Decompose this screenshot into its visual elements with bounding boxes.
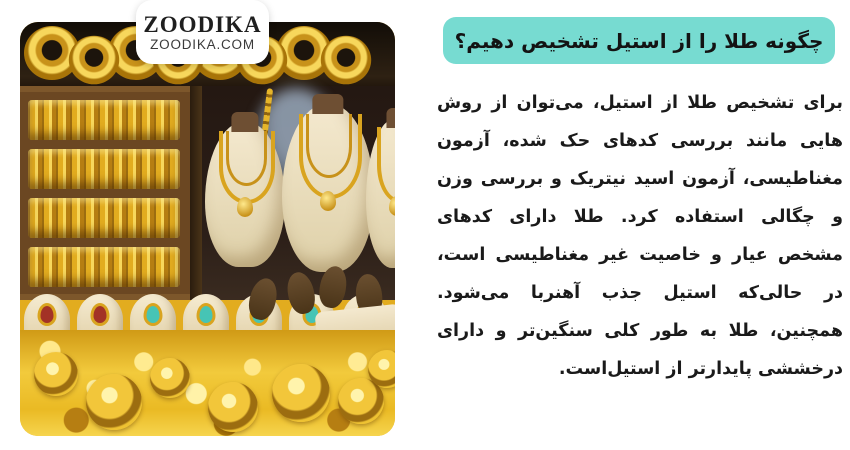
gold-necklace — [306, 114, 352, 177]
gold-necklace — [377, 127, 395, 203]
necklace-bust — [205, 122, 285, 267]
gold-ring — [86, 374, 142, 430]
gold-bangle — [69, 36, 119, 85]
article-body: برای تشخیص طلا از استیل، می‌توان از روش هایی مانند بررسی کدهای حک شده، آزمون مغناطیسی، آزمون اسید نیتریک و بررسی وزن و چگالی استفاده کرد. طلا دارای کدهای مشخص عیار و خاصیت غیر مغناطیسی است، در حالی‌که استیل جذب آهنربا می‌شود. همچنین، طلا به طور کلی سنگین‌تر و دارای درخششی پایدارتر از استیل‌است. — [437, 93, 843, 379]
necklace-bust — [282, 104, 374, 272]
logo-card — [136, 0, 269, 64]
gold-pendant — [320, 191, 336, 211]
bangle-stack-row — [28, 198, 180, 238]
bangle-stack-row — [28, 247, 180, 287]
bangle-stack-row — [28, 149, 180, 189]
gold-pendant — [237, 197, 253, 217]
bangle-stack-row — [28, 100, 180, 140]
gold-jewelry-photo — [20, 22, 395, 436]
gold-ring — [208, 382, 258, 432]
wooden-post — [190, 86, 202, 300]
gold-necklace — [226, 131, 267, 186]
headline-badge — [443, 17, 835, 64]
gold-bangle — [321, 36, 371, 85]
logo-title: ZOODIKA — [143, 11, 262, 37]
gold-jewelry-pile — [20, 330, 395, 436]
headline-text: چگونه طلا را از استیل تشخیص دهیم؟ — [454, 28, 824, 53]
gold-ring — [150, 358, 190, 398]
gold-ring — [34, 352, 78, 396]
logo-subtitle: ZOODIKA.COM — [150, 36, 255, 52]
gold-ring — [272, 364, 330, 422]
